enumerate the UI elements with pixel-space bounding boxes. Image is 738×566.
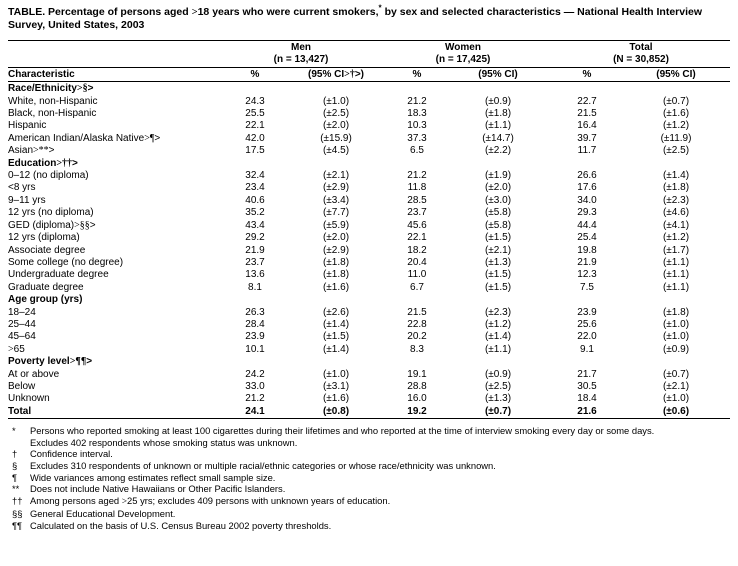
footnote [8,460,730,472]
cell-total-pct: 23.9 [577,306,597,318]
footnote-text: Confidence interval. [30,448,113,460]
cell-total-ci: (±1.1) [662,281,690,293]
column-header-women-pct: % [412,68,422,80]
cell-total-pct: 25.6 [577,318,597,330]
table-total-row [8,406,730,419]
cell-men-ci: (±5.9) [322,219,350,231]
column-header-total-ci: (95% CI) [656,68,696,80]
cell-total-pct: 9.1 [580,343,594,355]
cell-women-ci: (±1.3) [484,393,512,405]
cell-total-pct: 25.4 [577,232,597,244]
cell-total-pct: 30.5 [577,380,597,392]
cell-men-pct: 32.4 [245,170,265,182]
cell-men-ci: (±2.1) [322,170,350,182]
footnote-text: Wide variances among estimates reflect small sample size. [30,471,276,483]
cell-total-ci: (±1.1) [662,256,690,268]
footnote-text: Persons who reported smoking at least 100 cigarettes during their lifetimes and who reported at the time of interview smoking every day or some days. Excludes 402 respondents whose smoking status was unknown. [30,425,655,448]
cell-total-ci: (±1.4) [662,170,690,182]
cell-total-pct: 7.5 [580,281,594,293]
footnote-mark: §§ [12,508,23,520]
cell-men-pct: 17.5 [245,145,265,157]
row-label: Total [8,405,32,417]
row-label: 12 yrs (no diploma) [8,207,94,219]
cell-men-pct: 25.5 [245,108,265,120]
cell-women-pct: 21.2 [407,170,427,182]
footnote [8,520,730,532]
cell-women-pct: 45.6 [407,219,427,231]
cell-total-ci: (±0.7) [662,368,690,380]
cell-men-ci: (±2.0) [322,120,350,132]
cell-total-pct: 21.7 [577,368,597,380]
cell-men-ci: (±0.8) [322,405,350,417]
row-label: 12 yrs (diploma) [8,232,80,244]
cell-men-pct: 43.4 [245,219,265,231]
cell-men-ci: (±1.6) [322,281,350,293]
group-header-men: Men [291,42,311,53]
cell-men-pct: 24.2 [245,368,265,380]
section-header: Poverty level>¶¶> [8,356,93,368]
footnote-text: Among persons aged >25 yrs; excludes 409 persons with unknown years of education. [30,494,391,507]
footnote-text: Calculated on the basis of U.S. Census Bureau 2002 poverty thresholds. [30,519,332,531]
footnote-mark: * [12,425,16,437]
table-row [8,182,730,194]
cell-women-pct: 28.8 [407,380,427,392]
cell-men-ci: (±1.8) [322,269,350,281]
cell-women-ci: (±1.2) [484,318,512,330]
cell-total-ci: (±2.1) [662,380,690,392]
cell-men-ci: (±2.9) [322,244,350,256]
row-label: Some college (no degree) [8,256,124,268]
cell-total-ci: (±1.0) [662,318,690,330]
cell-women-ci: (±14.7) [482,132,514,144]
cell-men-pct: 24.1 [245,405,265,417]
cell-total-ci: (±1.7) [662,244,690,256]
smoking-prevalence-table [8,38,730,420]
cell-women-ci: (±1.3) [484,256,512,268]
cell-men-ci: (±15.9) [320,132,352,144]
cell-total-pct: 21.6 [577,405,597,417]
cell-men-ci: (±3.1) [322,380,350,392]
row-label: Graduate degree [8,281,84,293]
cell-women-ci: (±2.0) [484,182,512,194]
section-header: Age group (yrs) [8,294,83,306]
cell-total-pct: 21.9 [577,256,597,268]
row-label: Unknown [8,393,50,405]
cell-women-ci: (±0.9) [484,95,512,107]
group-header-women: Women [445,42,481,53]
cell-women-pct: 37.3 [407,132,427,144]
table-row [8,307,730,319]
row-label: <8 yrs [8,182,36,194]
footnote-text: General Educational Development. [30,508,176,520]
row-label: 0–12 (no diploma) [8,170,89,182]
footnote-mark: ** [12,483,20,495]
cell-women-pct: 22.8 [407,318,427,330]
footnote [8,495,730,509]
cell-women-pct: 20.4 [407,256,427,268]
cell-total-pct: 16.4 [577,120,597,132]
cell-total-ci: (±1.8) [662,306,690,318]
cell-women-pct: 21.5 [407,306,427,318]
cell-men-pct: 42.0 [245,132,265,144]
cell-men-pct: 22.1 [245,120,265,132]
cell-total-pct: 18.4 [577,393,597,405]
cell-women-pct: 10.3 [407,120,427,132]
cell-women-pct: 18.3 [407,108,427,120]
cell-total-ci: (±1.2) [662,120,690,132]
cell-women-pct: 6.7 [410,281,424,293]
cell-women-pct: 20.2 [407,331,427,343]
cell-women-ci: (±1.1) [484,120,512,132]
cell-men-pct: 8.1 [248,281,262,293]
cell-men-pct: 26.3 [245,306,265,318]
cell-women-ci: (±1.5) [484,281,512,293]
row-label: American Indian/Alaska Native>¶> [8,132,161,144]
cell-total-ci: (±4.1) [662,219,690,231]
row-label: White, non-Hispanic [8,95,98,107]
table-row [8,145,730,157]
cell-total-ci: (±1.8) [662,182,690,194]
table-row [8,120,730,132]
column-header-men-pct: % [250,68,260,80]
cell-women-pct: 18.2 [407,244,427,256]
cell-total-ci: (±4.6) [662,207,690,219]
row-label: GED (diploma)>§§> [8,219,96,231]
cell-women-ci: (±5.8) [484,219,512,231]
column-header-women-ci: (95% CI) [478,68,518,80]
footnote-mark: †† [12,494,23,506]
cell-men-pct: 29.2 [245,232,265,244]
cell-men-ci: (±3.4) [322,194,350,206]
cell-total-ci: (±1.0) [662,393,690,405]
cell-men-ci: (±1.0) [322,95,350,107]
footnote [8,508,730,520]
table-row [8,195,730,207]
footnote [8,448,730,460]
table-row [8,207,730,219]
page-title: TABLE. Percentage of persons aged >18 years who were current smokers,* by sex and selected characteristics — National Health Interview Survey, United States, 2003 [8,3,703,31]
cell-men-ci: (±2.6) [322,306,350,318]
table-row [8,393,730,405]
table-row [8,344,730,356]
table-row [8,282,730,294]
cell-men-ci: (±1.8) [322,256,350,268]
footnote [8,425,730,448]
cell-total-pct: 26.6 [577,170,597,182]
cell-men-pct: 21.2 [245,393,265,405]
table-row [8,319,730,331]
cell-women-pct: 19.1 [407,368,427,380]
cell-women-pct: 23.7 [407,207,427,219]
cell-women-ci: (±1.4) [484,331,512,343]
column-header-characteristic: Characteristic [8,68,75,80]
cell-men-pct: 23.4 [245,182,265,194]
cell-total-ci: (±1.6) [662,108,690,120]
row-label: Asian>**> [8,145,55,157]
cell-men-pct: 24.3 [245,95,265,107]
section-header: Race/Ethnicity>§> [8,83,94,95]
cell-total-pct: 17.6 [577,182,597,194]
cell-total-ci: (±0.6) [662,405,690,417]
cell-women-ci: (±2.3) [484,306,512,318]
table-row [8,232,730,244]
cell-total-pct: 34.0 [577,194,597,206]
cell-men-ci: (±7.7) [322,207,350,219]
cell-men-ci: (±2.5) [322,108,350,120]
cell-total-ci: (±1.0) [662,331,690,343]
cell-men-ci: (±1.6) [322,393,350,405]
row-label: Hispanic [8,120,47,132]
cell-total-ci: (±0.9) [662,343,690,355]
cell-men-ci: (±1.0) [322,368,350,380]
footnote [8,483,730,495]
cell-women-pct: 22.1 [407,232,427,244]
cell-total-ci: (±1.2) [662,232,690,244]
cell-total-pct: 11.7 [577,145,597,157]
cell-women-ci: (±1.8) [484,108,512,120]
table-row [8,96,730,108]
cell-total-pct: 44.4 [577,219,597,231]
footnote-text: Excludes 310 respondents of unknown or multiple racial/ethnic categories or whose race/ethnicity was unknown. [30,459,496,471]
row-label: >65 [8,343,25,355]
cell-men-ci: (±4.5) [322,145,350,157]
cell-total-pct: 39.7 [577,132,597,144]
cell-women-ci: (±1.5) [484,269,512,281]
cell-women-pct: 11.8 [407,182,427,194]
row-label: 45–64 [8,331,36,343]
row-label: Associate degree [8,244,86,256]
cell-men-pct: 40.6 [245,194,265,206]
table-row [8,133,730,145]
cell-women-ci: (±2.2) [484,145,512,157]
cell-men-ci: (±1.5) [322,331,350,343]
cell-total-pct: 22.0 [577,331,597,343]
row-label: Undergraduate degree [8,269,109,281]
cell-men-pct: 13.6 [245,269,265,281]
footnote-text: Does not include Native Hawaiians or Other Pacific Islanders. [30,483,286,495]
cell-men-pct: 23.7 [245,256,265,268]
cell-women-ci: (±5.8) [484,207,512,219]
table-row [8,331,730,343]
footnotes [8,425,730,531]
cell-total-ci: (±1.1) [662,269,690,281]
row-label: Black, non-Hispanic [8,108,97,120]
section-header: Education>††> [8,157,78,169]
cell-women-pct: 11.0 [407,269,427,281]
footnote-mark: † [12,448,18,460]
footnote [8,472,730,484]
footnote-mark: § [12,459,18,471]
cell-women-ci: (±0.9) [484,368,512,380]
table-row [8,245,730,257]
group-n-men: (n = 13,427) [273,54,329,66]
cell-total-pct: 19.8 [577,244,597,256]
cell-women-pct: 19.2 [407,405,427,417]
cell-total-ci: (±11.9) [660,132,692,144]
table-row [8,257,730,269]
row-label: 25–44 [8,318,36,330]
table-row [8,369,730,381]
cell-men-ci: (±2.9) [322,182,350,194]
cell-total-pct: 22.7 [577,95,597,107]
cell-total-pct: 29.3 [577,207,597,219]
row-label: 18–24 [8,306,36,318]
cell-women-ci: (±2.5) [484,380,512,392]
row-label: 9–11 yrs [8,194,46,206]
cell-women-pct: 21.2 [407,95,427,107]
cell-women-ci: (±1.5) [484,232,512,244]
row-label: At or above [8,368,60,380]
column-header-total-pct: % [582,68,592,80]
table-row [8,170,730,182]
group-n-women: (n = 17,425) [435,54,491,66]
cell-men-pct: 23.9 [245,331,265,343]
group-n-total: (N = 30,852) [613,54,669,66]
cell-men-pct: 21.9 [245,244,265,256]
table-row [8,269,730,281]
cell-men-pct: 28.4 [245,318,265,330]
cell-women-ci: (±1.1) [484,343,512,355]
cell-women-pct: 6.5 [410,145,424,157]
cell-women-pct: 8.3 [410,343,424,355]
table-row [8,381,730,393]
cell-men-ci: (±1.4) [322,343,350,355]
cell-total-ci: (±2.3) [662,194,690,206]
cell-total-ci: (±2.5) [662,145,690,157]
cell-women-pct: 16.0 [407,393,427,405]
footnote-mark: ¶ [12,471,18,483]
table-row [8,220,730,232]
cell-women-pct: 28.5 [407,194,427,206]
cell-total-ci: (±0.7) [662,95,690,107]
cell-men-ci: (±1.4) [322,318,350,330]
group-header-total: Total [629,42,653,53]
cell-men-ci: (±2.0) [322,232,350,244]
footnote-mark: ¶¶ [12,519,23,531]
cell-women-ci: (±2.1) [484,244,512,256]
cell-women-ci: (±0.7) [484,405,512,417]
cell-total-pct: 21.5 [577,108,597,120]
cell-men-pct: 35.2 [245,207,265,219]
row-label: Below [8,380,36,392]
column-header-men-ci: (95% CI>†>) [308,68,364,80]
cell-women-ci: (±1.9) [484,170,512,182]
cell-women-ci: (±3.0) [484,194,512,206]
table-row [8,108,730,120]
cell-men-pct: 10.1 [245,343,265,355]
cell-men-pct: 33.0 [245,380,265,392]
cell-total-pct: 12.3 [577,269,597,281]
